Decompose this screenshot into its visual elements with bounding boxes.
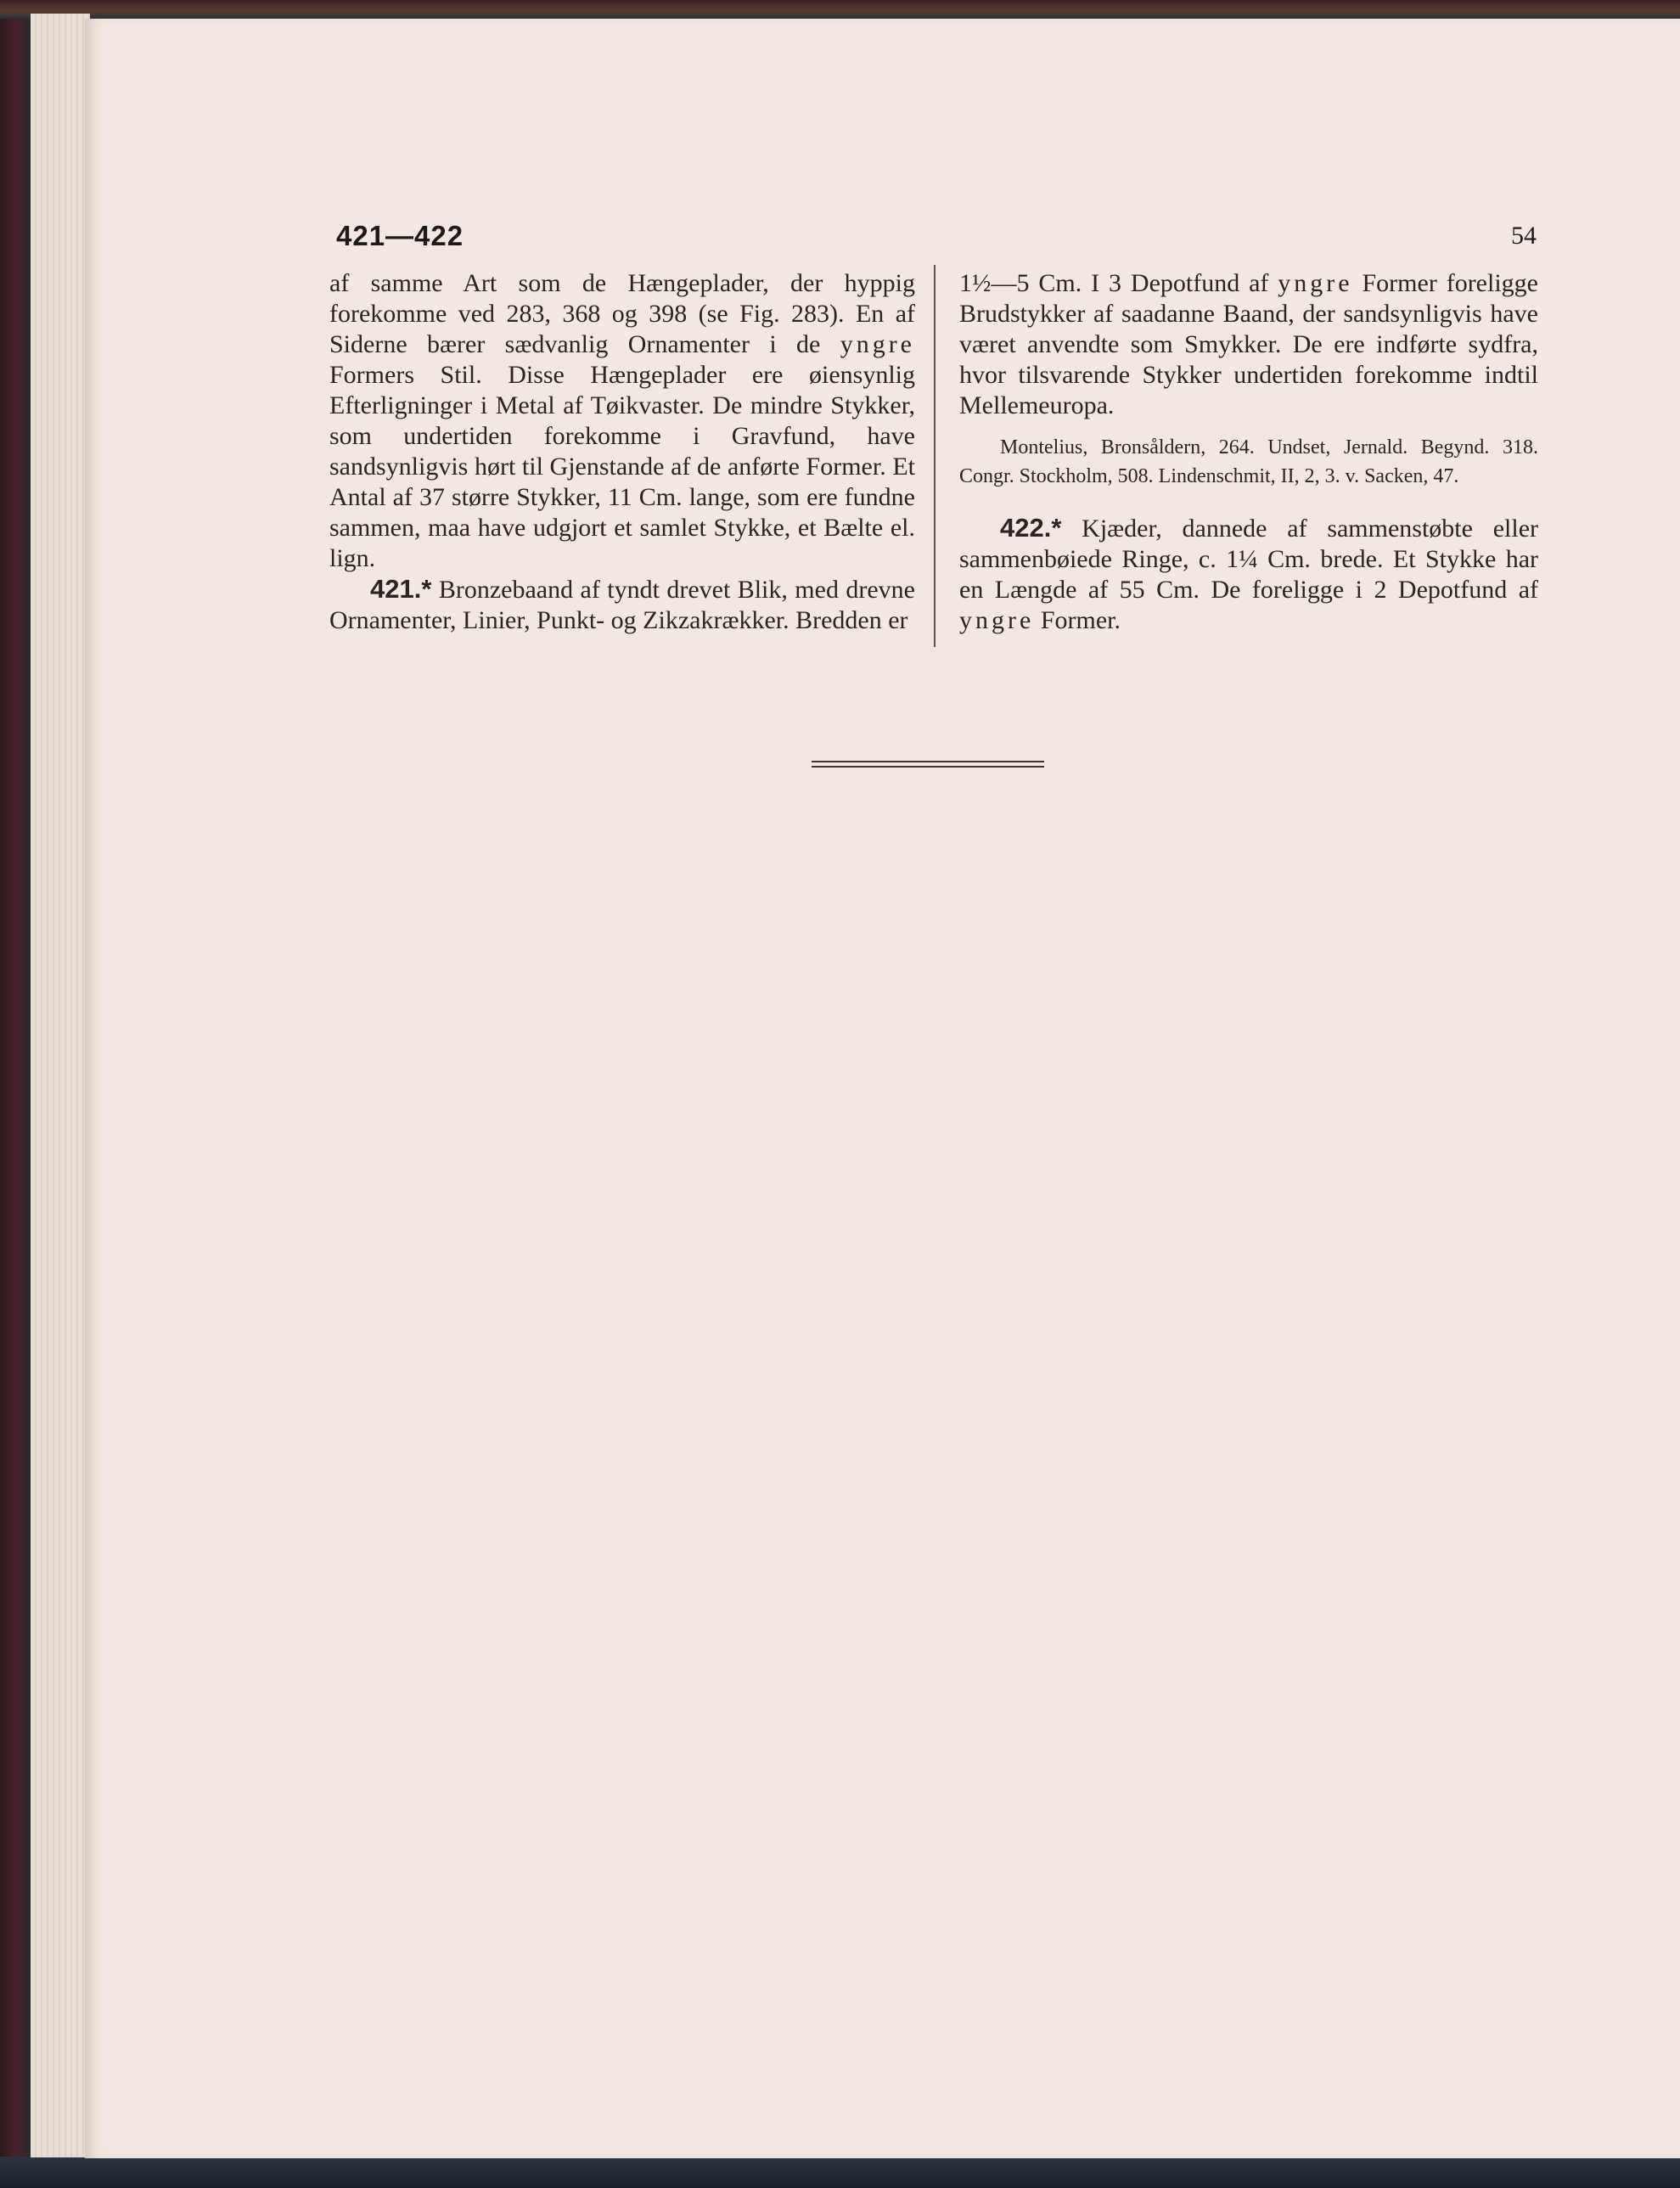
entry-number: 422.* bbox=[1000, 513, 1062, 543]
paragraph-text: af samme Art som de Hængeplader, der hyppig forekomme ved 283, 368 og 398 (se Fig. 283). En af Siderne bærer sædvanlig Ornamenter i de bbox=[329, 269, 915, 358]
section-end-rule bbox=[812, 766, 1044, 768]
entry-421 bbox=[329, 574, 915, 636]
entry-number: 421.* bbox=[370, 574, 432, 604]
book-binding-bottom bbox=[0, 2157, 1680, 2188]
entry-text: Kjæder, dannede af sammenstøbte eller sammenbøiede Ringe, c. 1¼ Cm. brede. Et Stykke har en Længde af 55 Cm. De foreligge i 2 Depotfund af bbox=[959, 515, 1539, 604]
bibliographic-references: Montelius, Bronsåldern, 264. Undset, Jernald. Begynd. 318. Congr. Stockholm, 508. Lindenschmit, II, 2, 3. v. Sacken, 47. bbox=[959, 436, 1538, 487]
right-column bbox=[959, 268, 1538, 636]
section-end-rule bbox=[812, 761, 1044, 762]
running-head-entry-range: 421—422 bbox=[336, 220, 464, 251]
column-divider bbox=[934, 265, 936, 647]
spaced-word: yngre bbox=[1278, 269, 1353, 297]
left-column bbox=[329, 268, 915, 636]
right-column-paragraph bbox=[959, 268, 1538, 421]
page-edges bbox=[31, 14, 90, 2157]
entry-text: Bronzebaand af tyndt drevet Blik, med drevne Ornamenter, Linier, Punkt- og Zikzakrækker. Bredden er bbox=[329, 576, 915, 634]
page-number: 54 bbox=[1511, 222, 1537, 250]
spaced-word: yngre bbox=[959, 606, 1035, 634]
entry-text: Former. bbox=[1040, 606, 1121, 634]
paragraph-text: Former foreligge Brudstykker af saadanne Baand, der sandsynligvis have været anvendte som Smykker. De ere indførte sydfra, hvor tilsvarende Stykker undertiden forekomme indtil Mellemeuropa. bbox=[959, 269, 1538, 419]
entry-422 bbox=[959, 513, 1538, 636]
paragraph-text: 1½—5 Cm. I 3 Depotfund af bbox=[959, 269, 1269, 297]
book-binding-top bbox=[0, 0, 1680, 19]
spaced-word: yngre bbox=[840, 330, 915, 358]
paragraph-text: Formers Stil. Disse Hængeplader ere øiensynlig Efterligninger i Metal af Tøikvaster. De mindre Stykker, som undertiden forekomme i Gravfund, have sandsynligvis hørt til Gjenstande af de anførte Former. Et Antal af 37 større Stykker, 11 Cm. lange, som ere fundne sammen, maa have udgjort et samlet Stykke, et Bælte el. lign. bbox=[329, 361, 915, 572]
left-column-paragraph bbox=[329, 268, 915, 574]
